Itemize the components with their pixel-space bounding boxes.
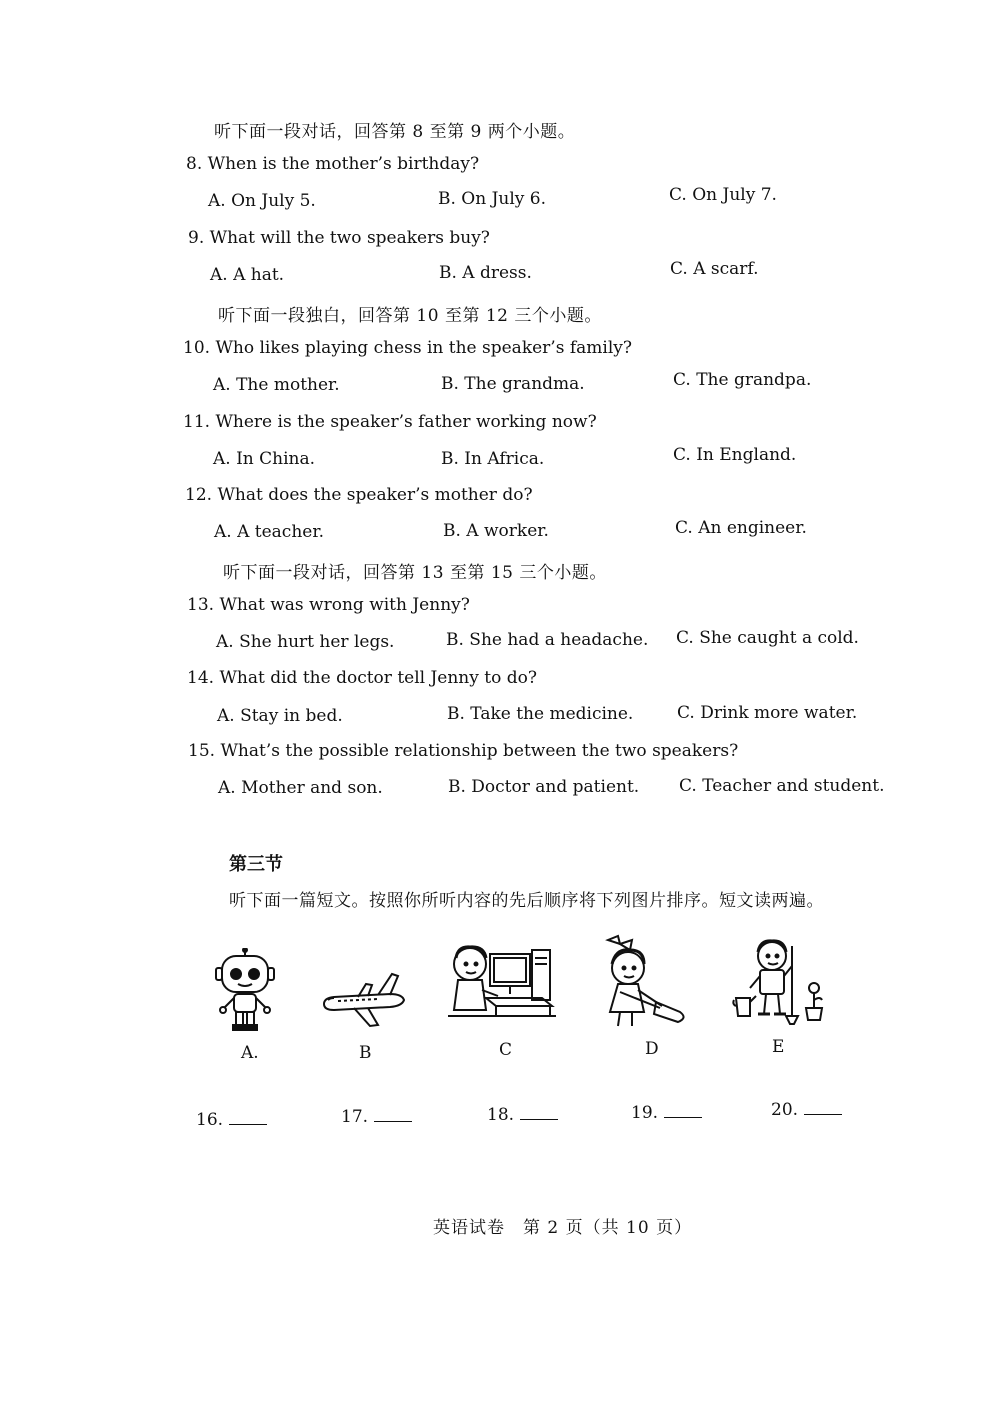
question-10-option-c: C. The grandpa. (673, 370, 812, 390)
picture-girl-sweeping (600, 934, 696, 1030)
section-instruction: 听下面一篇短文。按照你所听内容的先后顺序将下列图片排序。短文读两遍。 (229, 891, 824, 911)
question-9-option-a: A. A hat. (210, 265, 285, 285)
question-13-option-a: A. She hurt her legs. (216, 632, 395, 652)
question-10: 10. Who likes playing chess in the speaker’s family? (183, 338, 632, 358)
question-10-option-b: B. The grandma. (441, 374, 585, 394)
answer-blank-20[interactable] (771, 1100, 842, 1120)
blank-number: 18. (487, 1105, 515, 1125)
answer-blank-17[interactable] (341, 1107, 412, 1127)
page-footer: 英语试卷 第 2 页（共 10 页） (433, 1218, 693, 1238)
blank-line (229, 1123, 267, 1125)
question-13-option-c: C. She caught a cold. (676, 628, 859, 648)
picture-label-e: E (772, 1037, 785, 1057)
picture-label-b: B (359, 1043, 372, 1063)
question-12-option-a: A. A teacher. (214, 522, 324, 542)
picture-airplane (318, 970, 408, 1030)
blank-line (664, 1116, 702, 1118)
answer-blank-16[interactable] (196, 1110, 267, 1130)
blank-number: 16. (196, 1110, 224, 1130)
blank-number: 20. (771, 1100, 799, 1120)
answer-blank-18[interactable] (487, 1105, 558, 1125)
picture-label-a: A. (241, 1043, 259, 1063)
question-11: 11. Where is the speaker’s father working now? (183, 412, 597, 432)
picture-boy-planting (732, 936, 828, 1026)
question-11-option-c: C. In England. (673, 445, 797, 465)
question-8-option-b: B. On July 6. (438, 189, 547, 209)
question-12: 12. What does the speaker’s mother do? (185, 485, 533, 505)
question-9-option-c: C. A scarf. (670, 259, 759, 279)
question-9-option-b: B. A dress. (439, 263, 532, 283)
question-15-option-c: C. Teacher and student. (679, 776, 885, 796)
answer-blank-19[interactable] (631, 1103, 702, 1123)
picture-label-d: D (645, 1039, 659, 1059)
question-8: 8. When is the mother’s birthday? (186, 154, 480, 174)
blank-number: 19. (631, 1103, 659, 1123)
question-8-option-a: A. On July 5. (208, 191, 316, 211)
blank-line (520, 1118, 558, 1120)
question-13: 13. What was wrong with Jenny? (187, 595, 470, 615)
question-8-option-c: C. On July 7. (669, 185, 777, 205)
question-15-option-b: B. Doctor and patient. (448, 777, 640, 797)
question-10-option-a: A. The mother. (213, 375, 340, 395)
listening-instruction-10-12: 听下面一段独白，回答第 10 至第 12 三个小题。 (218, 306, 602, 326)
picture-computer (446, 940, 558, 1024)
question-15: 15. What’s the possible relationship between the two speakers? (188, 741, 739, 761)
section-title: 第三节 (229, 854, 283, 875)
question-12-option-b: B. A worker. (443, 521, 549, 541)
picture-label-c: C (499, 1040, 513, 1060)
blank-line (374, 1120, 412, 1122)
question-13-option-b: B. She had a headache. (446, 630, 649, 650)
question-14: 14. What did the doctor tell Jenny to do? (187, 668, 537, 688)
question-12-option-c: C. An engineer. (675, 518, 807, 538)
question-14-option-b: B. Take the medicine. (447, 704, 634, 724)
question-14-option-c: C. Drink more water. (677, 703, 858, 723)
picture-robot (212, 948, 278, 1032)
listening-instruction-8-9: 听下面一段对话，回答第 8 至第 9 两个小题。 (214, 122, 576, 142)
blank-number: 17. (341, 1107, 369, 1127)
blank-line (804, 1113, 842, 1115)
question-11-option-a: A. In China. (213, 449, 316, 469)
listening-instruction-13-15: 听下面一段对话，回答第 13 至第 15 三个小题。 (223, 563, 607, 583)
question-11-option-b: B. In Africa. (441, 449, 545, 469)
question-9: 9. What will the two speakers buy? (188, 228, 490, 248)
question-14-option-a: A. Stay in bed. (217, 706, 343, 726)
question-15-option-a: A. Mother and son. (218, 778, 383, 798)
